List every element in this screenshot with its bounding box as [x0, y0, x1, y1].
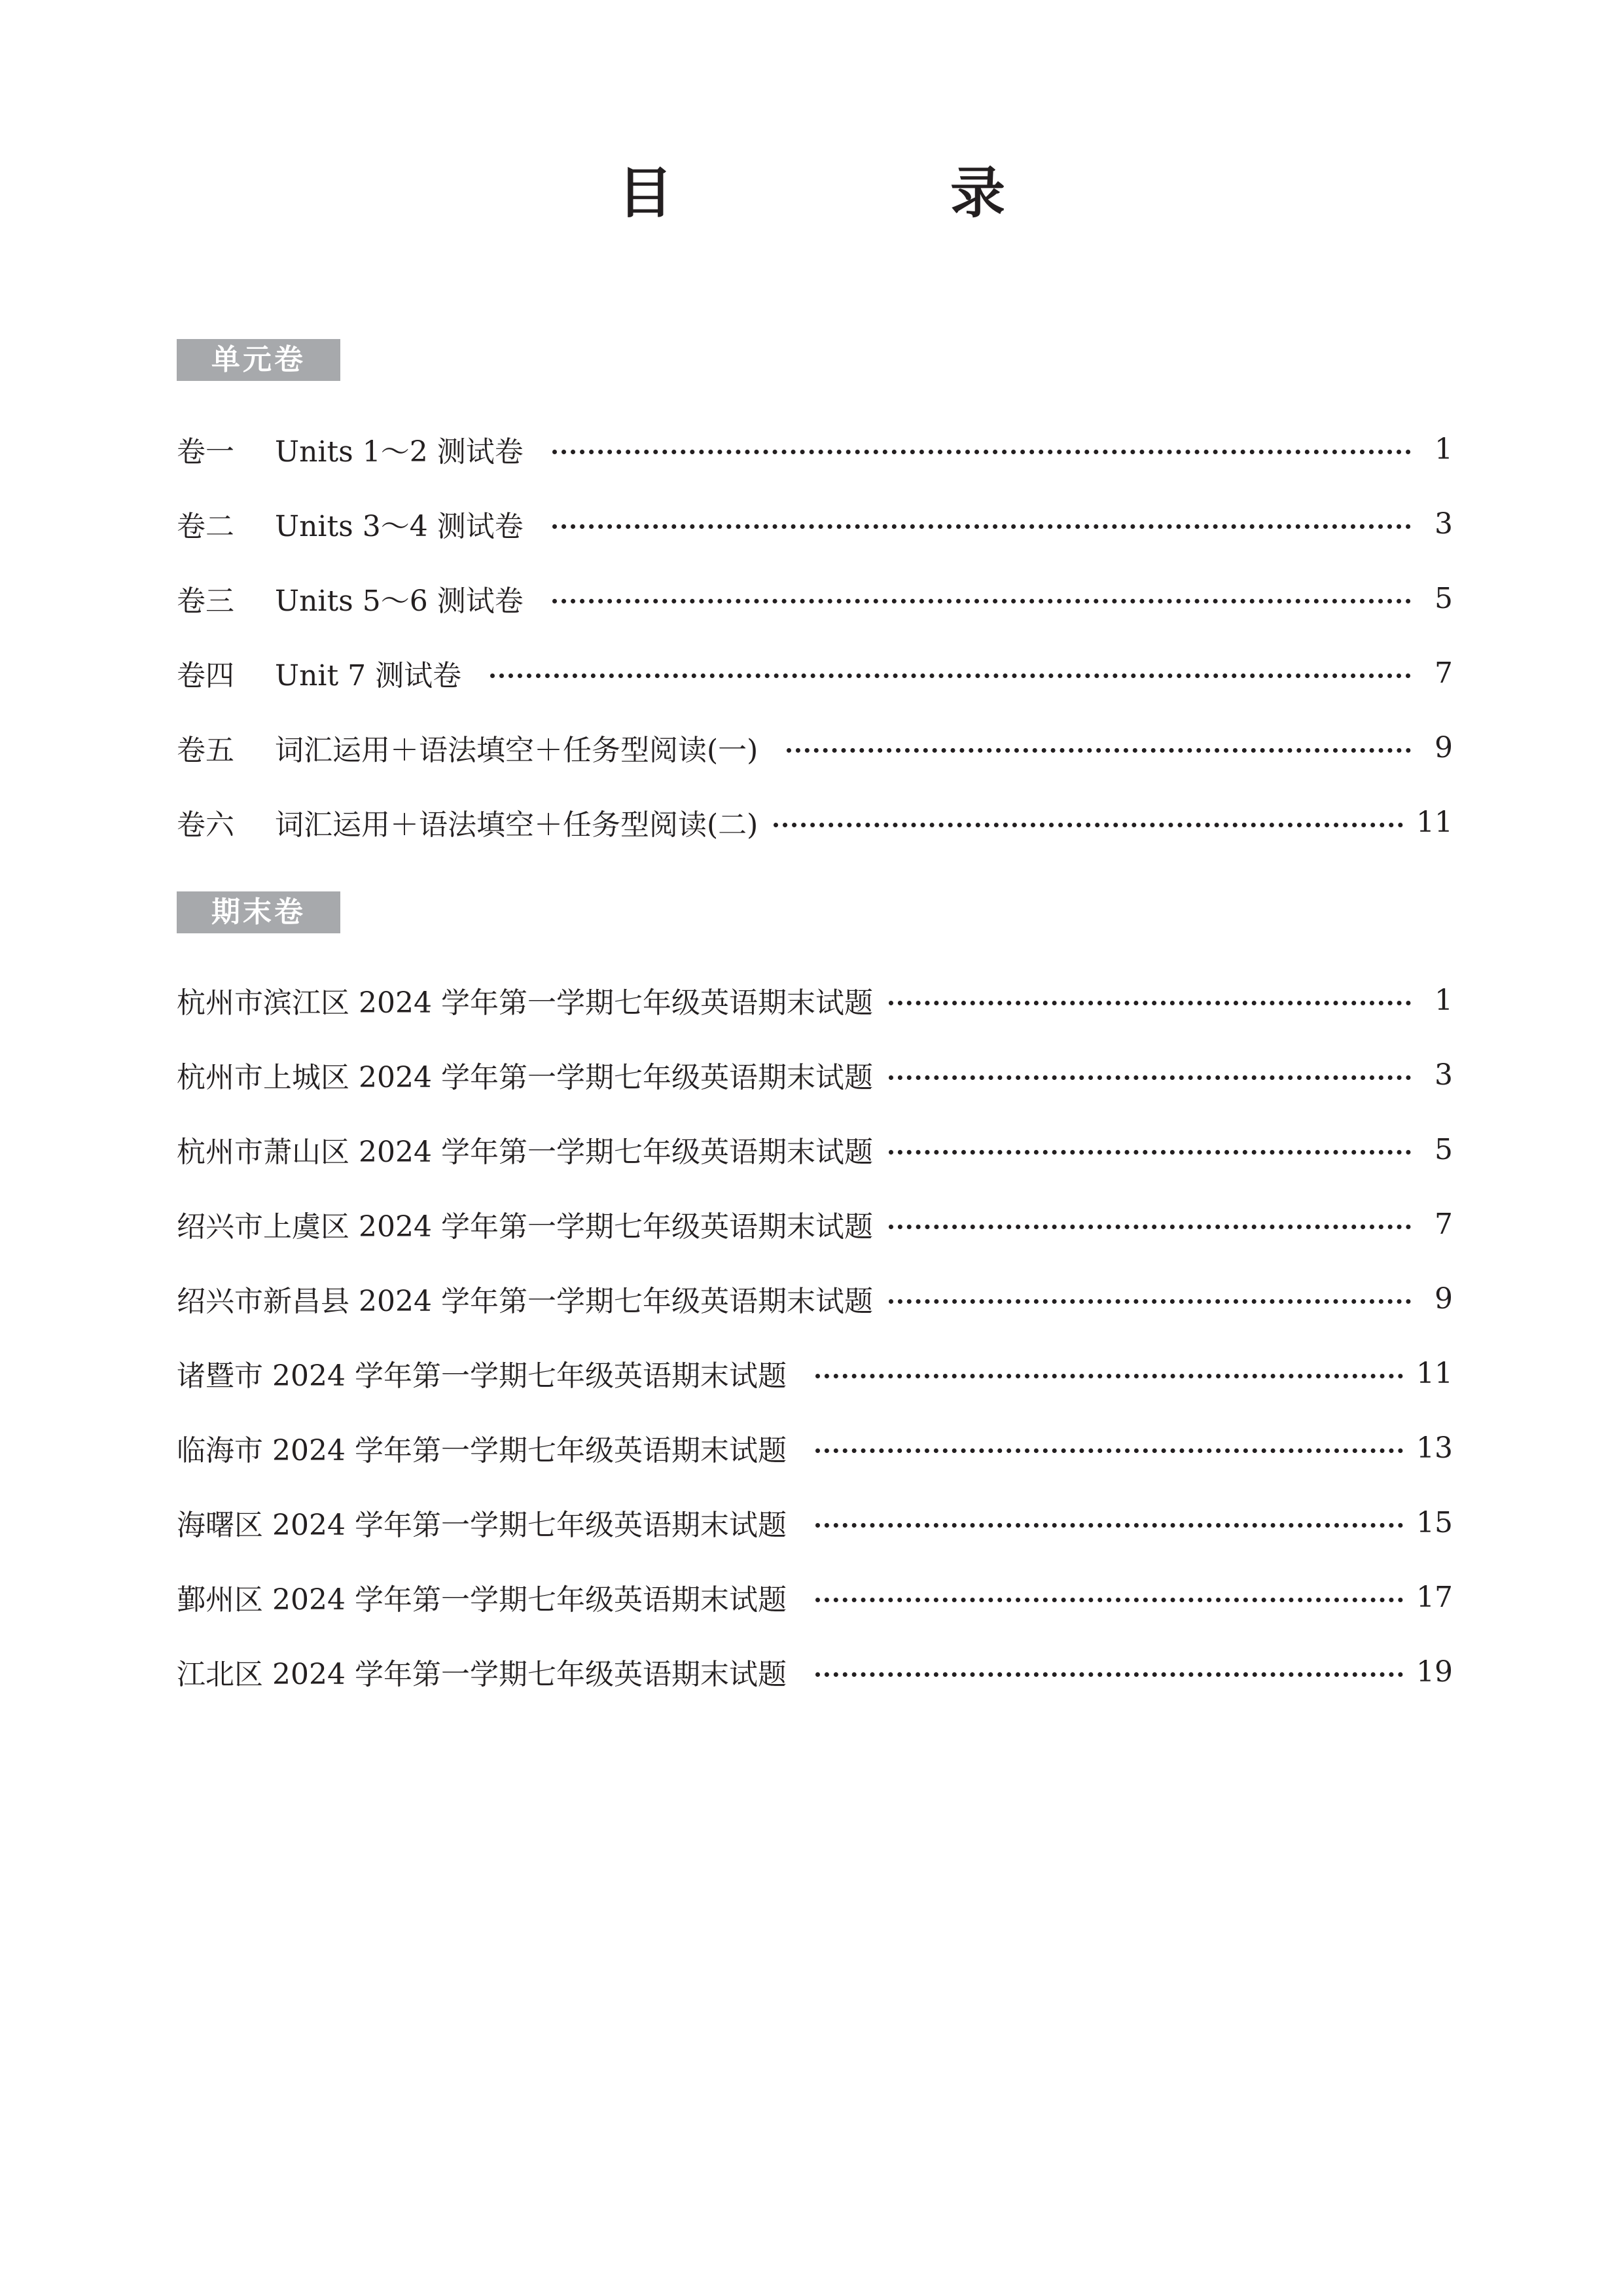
toc-entry[interactable] [177, 1350, 1453, 1397]
toc-entry[interactable] [177, 649, 1453, 696]
dot-leader [815, 1523, 1403, 1528]
toc-entry-title: 鄞州区 2024 学年第一学期七年级英语期末试题 [177, 1583, 787, 1617]
toc-entry-title: 词汇运用＋语法填空＋任务型阅读(二) [275, 808, 758, 842]
toc-entry-page: 7 [1435, 1207, 1453, 1241]
dot-leader [552, 524, 1411, 529]
toc-entry-label: 卷一 [177, 435, 234, 469]
dot-leader [774, 823, 1403, 827]
dot-leader [815, 1598, 1403, 1602]
toc-entry-page: 5 [1435, 581, 1453, 615]
section-heading-final-exams: 期末卷 [177, 891, 340, 933]
toc-entry-page: 9 [1435, 730, 1453, 764]
dot-leader [787, 748, 1411, 753]
toc-entry[interactable] [177, 1648, 1453, 1695]
dot-leader [552, 599, 1411, 603]
toc-entry-page: 7 [1435, 656, 1453, 690]
toc-entry-label: 卷六 [177, 808, 234, 842]
page-title-text: 目 录 [617, 161, 1116, 225]
toc-entry[interactable] [177, 1499, 1453, 1546]
toc-entry-page: 3 [1435, 507, 1453, 541]
toc-entry-title: 临海市 2024 学年第一学期七年级英语期末试题 [177, 1434, 787, 1467]
toc-entry-title: 杭州市萧山区 2024 学年第一学期七年级英语期末试题 [177, 1136, 873, 1169]
toc-entry[interactable] [177, 977, 1453, 1024]
dot-leader [889, 1225, 1411, 1229]
toc-entry-page: 11 [1416, 1356, 1453, 1390]
toc-entry-title: Units 5～6 测试卷 [275, 584, 524, 618]
page-title [0, 157, 1623, 229]
toc-entry-title: 词汇运用＋语法填空＋任务型阅读(一) [275, 734, 758, 767]
toc-entry[interactable] [177, 1200, 1453, 1247]
dot-leader [889, 1299, 1411, 1304]
toc-entry-title: Unit 7 测试卷 [275, 659, 462, 692]
toc-entry-page: 11 [1416, 805, 1453, 839]
dot-leader [815, 1672, 1403, 1677]
dot-leader [889, 1150, 1411, 1155]
toc-entry-page: 9 [1435, 1282, 1453, 1316]
toc-entry-page: 17 [1416, 1580, 1453, 1614]
toc-entry[interactable] [177, 575, 1453, 622]
dot-leader [889, 1001, 1411, 1005]
toc-entry-title: 绍兴市上虞区 2024 学年第一学期七年级英语期末试题 [177, 1210, 873, 1244]
toc-entry-label: 卷三 [177, 584, 234, 618]
toc-entry-title: 海曙区 2024 学年第一学期七年级英语期末试题 [177, 1509, 787, 1542]
toc-entry-title: Units 3～4 测试卷 [275, 510, 524, 543]
dot-leader [552, 450, 1411, 454]
toc-entry-page: 1 [1435, 432, 1453, 466]
toc-entry-title: 诸暨市 2024 学年第一学期七年级英语期末试题 [177, 1359, 787, 1393]
toc-entry-label: 卷二 [177, 510, 234, 543]
toc-entry-title: 江北区 2024 学年第一学期七年级英语期末试题 [177, 1658, 787, 1691]
toc-entry-title: 杭州市滨江区 2024 学年第一学期七年级英语期末试题 [177, 986, 873, 1020]
toc-entry[interactable] [177, 724, 1453, 771]
toc-entry-title: Units 1～2 测试卷 [275, 435, 524, 469]
toc-entry[interactable] [177, 1424, 1453, 1471]
toc-entry[interactable] [177, 798, 1453, 846]
toc-entry-label: 卷四 [177, 659, 234, 692]
toc-entry-title: 绍兴市新昌县 2024 学年第一学期七年级英语期末试题 [177, 1285, 873, 1318]
dot-leader [815, 1448, 1403, 1453]
toc-entry[interactable] [177, 1051, 1453, 1098]
toc-entry[interactable] [177, 500, 1453, 547]
dot-leader [889, 1075, 1411, 1080]
toc-entry-page: 5 [1435, 1132, 1453, 1166]
toc-entry[interactable] [177, 1275, 1453, 1322]
toc-entry-label: 卷五 [177, 734, 234, 767]
dot-leader [815, 1374, 1403, 1378]
dot-leader [490, 673, 1411, 678]
toc-entry-page: 3 [1435, 1058, 1453, 1092]
toc-entry-page: 1 [1435, 983, 1453, 1017]
toc-entry-page: 19 [1416, 1655, 1453, 1689]
toc-entry[interactable] [177, 425, 1453, 473]
toc-entry-page: 15 [1416, 1505, 1453, 1539]
toc-entry-page: 13 [1416, 1431, 1453, 1465]
toc-entry[interactable] [177, 1573, 1453, 1621]
toc-entry[interactable] [177, 1126, 1453, 1173]
toc-entry-title: 杭州市上城区 2024 学年第一学期七年级英语期末试题 [177, 1061, 873, 1094]
section-heading-unit-tests: 单元卷 [177, 339, 340, 381]
